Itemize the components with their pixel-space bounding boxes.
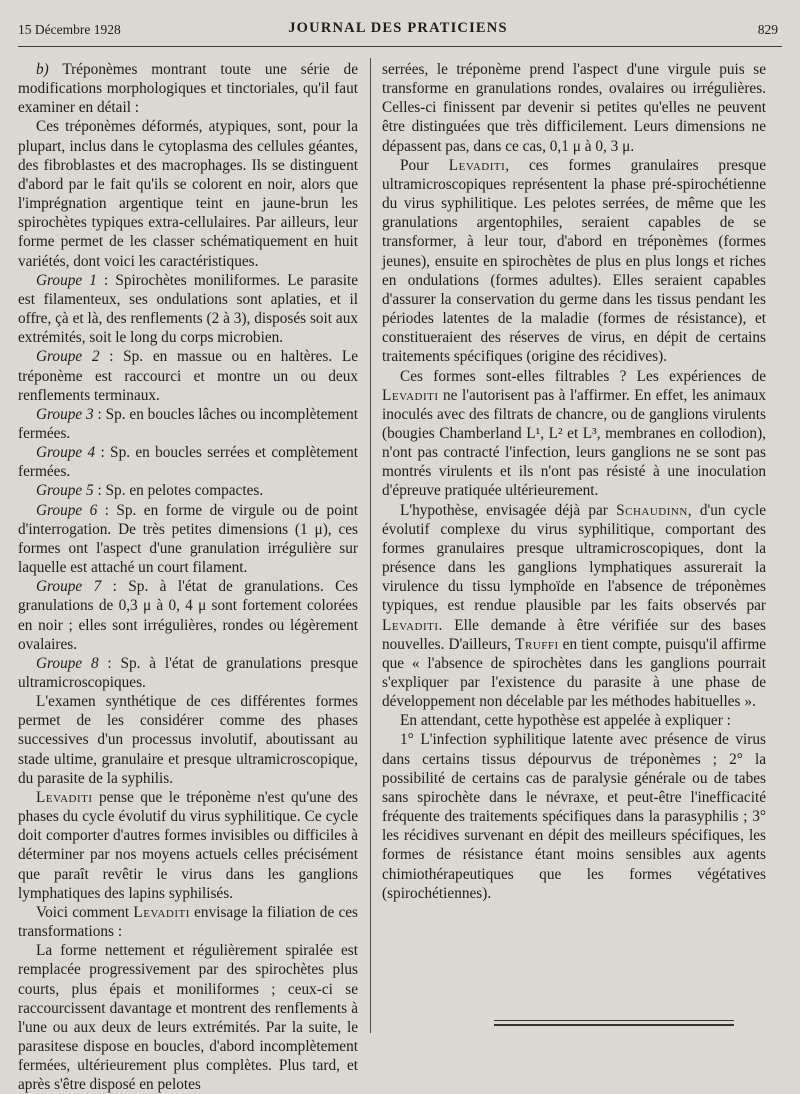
text-run: envisage la filiation de ces transformations : <box>18 903 358 941</box>
group-label: Groupe 7 <box>36 578 102 596</box>
author-name: Levaditi <box>36 788 93 806</box>
text-run: 1° L'infection syphilitique latente avec présence de virus dans certains tissus dépourvus de tréponèmes ; 2° la possibilité de certains cas de paralysie générale ou de tabes sans spirochète dans le névraxe, et peut-être l'inefficacité fréquente des traitements spécifiques dans la parasyphilis ; 3° les récidives survenant en dépit des meilleurs spécifiques, les formes de résistance étant moins sensibles aux agents chimiothérapeutiques que les formes végétatives (spirochétiennes). <box>382 731 766 902</box>
author-name: Levaditi <box>382 616 439 634</box>
group-label: Groupe 5 <box>36 482 94 500</box>
text-run: Pour <box>400 156 449 174</box>
paragraph <box>382 711 766 730</box>
text-run: : Sp. en massue ou en haltères. Le tréponème est raccourci et montre un ou deux renflements terminaux. <box>18 348 358 404</box>
paragraph <box>18 903 358 941</box>
text-run: : Sp. à l'état de granulations presque ultramicroscopiques. <box>18 654 358 691</box>
paragraph <box>18 117 358 270</box>
group-label: Groupe 4 <box>36 444 96 462</box>
text-run: En attendant, cette hypothèse est appelée à expliquer : <box>400 712 731 730</box>
paragraph <box>18 788 358 903</box>
header-rule <box>18 46 782 47</box>
left-column <box>18 60 358 1094</box>
end-rule-thick <box>494 1024 734 1026</box>
paragraph <box>18 501 358 578</box>
text-run: ne l'autorisent pas à l'affirmer. En effet, les animaux inoculés avec des filtrats de chancre, ou de ganglions virulents (bougies Chamberland L¹, L² et L³, membranes en collodion), n'ont pas contracté l'infection, leurs ganglions ne se sont pas montrés virulents et ils n'ont pas résisté à une inoculation d'épreuve pratiquée ultérieurement. <box>382 386 766 500</box>
page-number: 829 <box>757 22 778 37</box>
journal-title: JOURNAL DES PRATICIENS <box>288 20 508 36</box>
paragraph <box>18 941 358 1094</box>
paragraph <box>18 481 358 500</box>
text-run: , d'un cycle évolutif complexe du virus syphilitique, comportant des formes granulaires presque ultramicroscopiques, dont la présence dans les ganglions lymphatiques assurerait la virulence du tissu lymphoïde en l'absence de tréponèmes typiques, est rendue plausible par les faits observés par <box>382 501 766 615</box>
group-label: Groupe 1 <box>36 271 97 289</box>
text-run: Voici comment <box>36 903 134 921</box>
text-run: L'hypothèse, envisagée déjà par <box>400 501 617 519</box>
paragraph <box>18 443 358 481</box>
paragraph <box>382 367 766 501</box>
right-column <box>382 60 766 903</box>
text-run: Ces formes sont-elles filtrables ? Les expériences de <box>400 367 766 385</box>
group-label: b) <box>36 61 49 78</box>
column-divider <box>370 58 371 1033</box>
paragraph <box>382 501 766 712</box>
author-name: Levaditi <box>448 156 506 174</box>
paragraph <box>18 405 358 443</box>
group-label: Groupe 3 <box>36 405 94 423</box>
text-run: : Sp. en forme de virgule ou de point d'interrogation. De très petites dimensions (1 μ), ces formes ont l'aspect d'une granulation irrégulière sur laquelle est attaché un court filament. <box>18 501 359 577</box>
text-run: L'examen synthétique de ces différentes formes permet de les considérer comme des phases successives d'un processus involutif, aboutissant au stade ultime, granulaire et presque ultramicroscopique, du parasite de la syphilis. <box>18 693 358 787</box>
paragraph <box>382 730 766 902</box>
text-run: serrées, le tréponème prend l'aspect d'une virgule puis se transforme en granulations rondes, ovalaires ou irrégulières. Celles-ci finissent par devenir si petites qu'elles ne peuvent être distinguées que très difficilement. Leurs dimensions ne dépassent pas, dans ce cas, 0,1 μ à 0, 3 μ. <box>382 61 766 155</box>
text-run: Tréponèmes montrant toute une série de modifications morphologiques et tinctoriales, qu'il faut examiner en détail : <box>18 61 358 117</box>
text-run: pense que le tréponème n'est qu'une des phases du cycle évolutif du virus syphilitique. Ce cycle doit comporter d'autres formes invisibles ou difficiles à déterminer par nos moyens actuels celles précisément que paraît revêtir le virus dans les ganglions lymphatiques des lapins syphilisés. <box>18 788 358 902</box>
author-name: Schaudinn <box>616 501 688 519</box>
text-run: Ces tréponèmes déformés, atypiques, sont, pour la plupart, inclus dans le cytoplasma des cellules géantes, des fibroblastes et des macrophages. Ils se distinguent d'abord par le fait qu'ils se colorent en noir, alors que l'imprégnation argentique teint en jaune-brun les spirochètes typiques extra-cellulaires. Par ailleurs, leur forme permet de les classer schématiquement en huit variétés, dont voici les caractéristiques. <box>18 118 358 270</box>
paragraph <box>18 60 358 117</box>
paragraph <box>382 60 766 156</box>
text-run: . Elle demande à être vérifiée sur des bases nouvelles. D'ailleurs, <box>382 616 766 653</box>
paragraph <box>18 271 358 348</box>
author-name: Levaditi <box>382 386 439 404</box>
page-header <box>18 20 778 42</box>
text-run: , ces formes granulaires presque ultramicroscopiques représentent la phase pré-spirochétienne du virus syphilitique. Les pelotes serrées, de même que les granulations argentophiles, seraient capables de se transformer, à leur tour, d'abord en tréponèmes (formes jeunes), ensuite en spirochètes de plus en plus longs et riches en ondulations (formes adultes). Elles seraient capables d'assurer la conservation du germe dans les tissus pendant les périodes latentes de la maladie (formes de résistance), et constitueraient des réserves de virus, en dépit de certains traitements spécifiques (origine des récidives). <box>382 156 766 366</box>
issue-date: 15 Décembre 1928 <box>18 22 121 37</box>
group-label: Groupe 8 <box>36 654 99 672</box>
paragraph <box>18 692 358 788</box>
text-run: : Sp. en pelotes compactes. <box>93 482 264 500</box>
author-name: Truffi <box>515 635 559 653</box>
text-run: : Sp. en boucles lâches ou incomplètement fermées. <box>18 405 358 442</box>
text-run: La forme nettement et régulièrement spiralée est remplacée progressivement par des spirochètes plus courts, plus épais et moniliformes ; ceux-ci se raccourcissent davantage et montrent des renflements à l'une ou aux deux de leurs extrémités. Par la suite, le parasitese dispose en boucles, d'abord incomplètement fermées, ultérieurement plus complètes. Plus tard, et après s'être disposé en pelotes <box>18 942 358 1094</box>
text-run: en tient compte, puisqu'il affirme que « l'absence de spirochètes dans les ganglions pourrait s'expliquer par l'existence du parasite à une phase de développement non décelable par les méthodes habituelles ». <box>382 635 767 711</box>
text-run: : Sp. en boucles serrées et complètement fermées. <box>18 444 359 481</box>
paragraph <box>18 654 358 692</box>
end-rule-thin <box>494 1020 734 1021</box>
author-name: Levaditi <box>133 903 190 921</box>
group-label: Groupe 2 <box>36 348 100 366</box>
paragraph <box>382 156 766 367</box>
group-label: Groupe 6 <box>36 501 98 519</box>
text-run: : Sp. à l'état de granulations. Ces granulations de 0,3 μ à 0, 4 μ sont fortement colorées en noir ; elles sont irrégulières, rondes ou légèrement ovalaires. <box>18 578 359 653</box>
text-run: : Spirochètes moniliformes. Le parasite est filamenteux, ses ondulations sont aplaties, et il offre, çà et là, des renflements (2 à 3), disposés soit aux extrémités, soit le long du corps microbien. <box>18 271 358 347</box>
paragraph <box>18 577 358 654</box>
paragraph <box>18 347 358 404</box>
